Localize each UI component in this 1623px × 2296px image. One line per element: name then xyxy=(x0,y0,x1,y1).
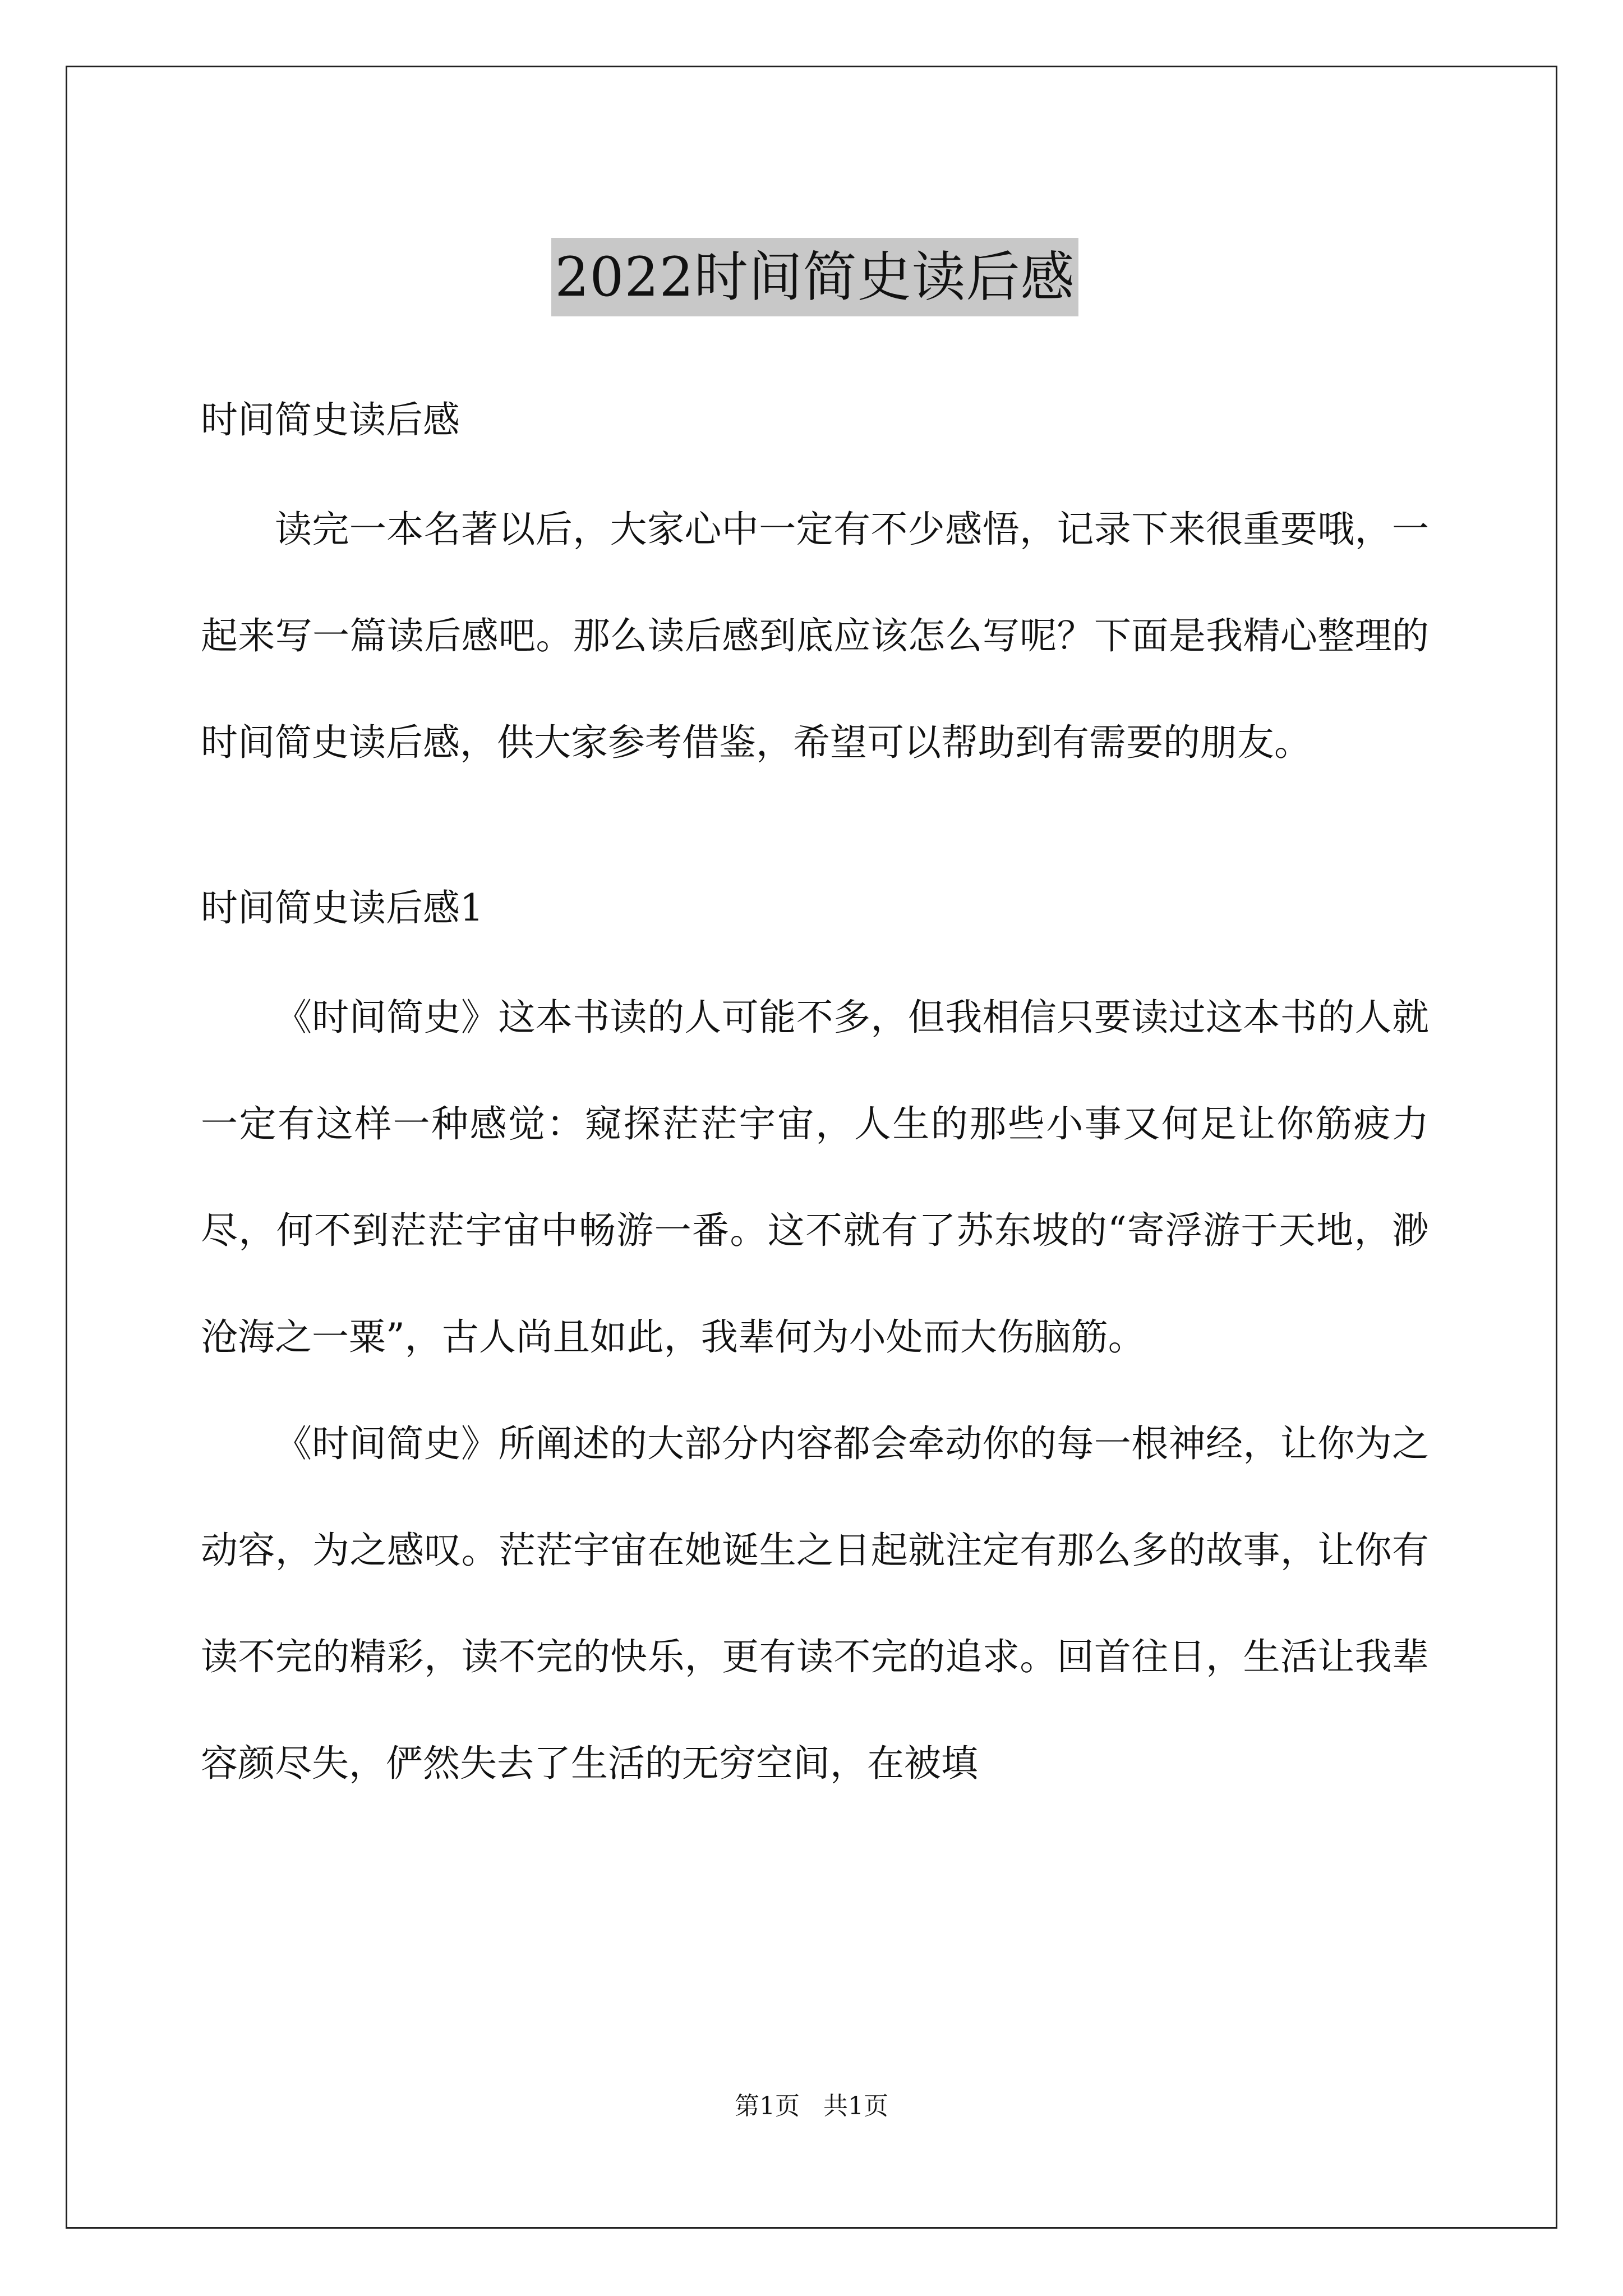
section-heading-1: 时间简史读后感1 xyxy=(201,886,483,930)
page-number: 第1页 xyxy=(735,2092,800,2120)
title-container xyxy=(201,202,1429,353)
document-body xyxy=(201,202,1429,1817)
document-title: 2022时间简史读后感 xyxy=(551,238,1078,316)
page-total: 共1页 xyxy=(823,2092,888,2120)
page-footer xyxy=(0,2090,1623,2123)
document-subtitle: 时间简史读后感 xyxy=(201,398,460,441)
section1-paragraph-2: 《时间简史》所阐述的大部分内容都会牵动你的每一根神经，让你为之动容，为之感叹。茫茫宇宙在她诞生之日起就注定有那么多的故事，让你有读不完的精彩，读不完的快乐，更有读不完的追求。回首往日，生活让我辈容颜尽失，俨然失去了生活的无穷空间，在被填 xyxy=(201,1421,1429,1785)
section1-paragraph-1: 《时间简史》这本书读的人可能不多，但我相信只要读过这本书的人就一定有这样一种感觉：窥探茫茫宇宙，人生的那些小事又何足让你筋疲力尽，何不到茫茫宇宙中畅游一番。这不就有了苏东坡的“寄浮游于天地，渺沧海之一粟”，古人尚且如此，我辈何为小处而大伤脑筋。 xyxy=(201,995,1429,1359)
intro-paragraph: 读完一本名著以后，大家心中一定有不少感悟，记录下来很重要哦，一起来写一篇读后感吧。那么读后感到底应该怎么写呢？下面是我精心整理的时间简史读后感，供大家参考借鉴，希望可以帮助到有需要的朋友。 xyxy=(201,507,1429,764)
